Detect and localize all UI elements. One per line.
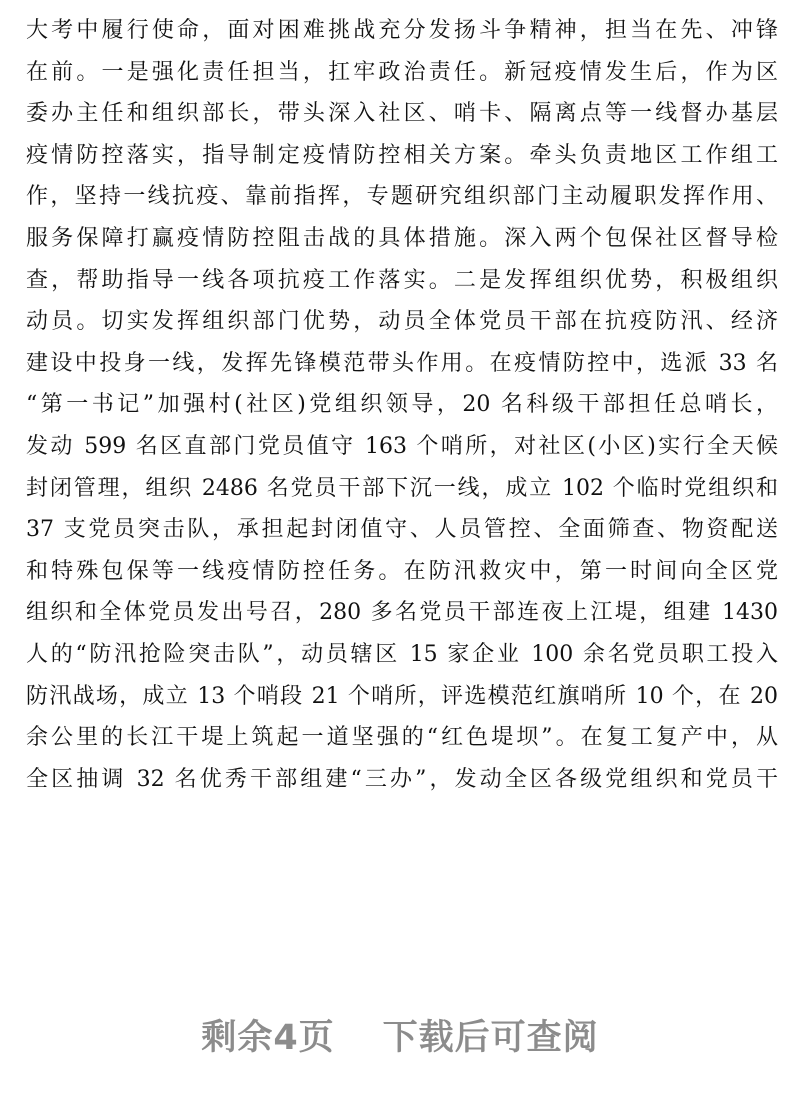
text-line: 人的“防汛抢险突击队”，动员辖区 15 家企业 100 余名党员职工投入 [26, 641, 778, 667]
download-prompt[interactable] [0, 1010, 800, 1060]
body-text [26, 10, 778, 800]
download-hint-label: 下载后可查阅 [382, 1018, 599, 1058]
text-line: 防汛战场，成立 13 个哨段 21 个哨所，评选模范红旗哨所 10 个，在 20 [26, 683, 778, 709]
text-line: 疫情防控落实，指导制定疫情防控相关方案。牵头负责地区工作组工 [26, 142, 778, 168]
text-line: 组织和全体党员发出号召，280 多名党员干部连夜上江堤，组建 1430 [26, 600, 778, 626]
text-line: 和特殊包保等一线疫情防控任务。在防汛救灾中，第一时间向全区党 [26, 558, 778, 584]
text-line: 建设中投身一线，发挥先锋模范带头作用。在疫情防控中，选派 33 名 [26, 350, 778, 376]
text-line: 大考中履行使命，面对困难挑战充分发扬斗争精神，担当在先、冲锋 [26, 18, 778, 43]
text-line: 发动 599 名区直部门党员值守 163 个哨所，对社区(小区)实行全天候 [26, 433, 778, 459]
text-line: 查，帮助指导一线各项抗疫工作落实。二是发挥组织优势，积极组织 [26, 267, 778, 293]
text-line: 全区抽调 32 名优秀干部组建“三办”，发动全区各级党组织和党员干 [26, 766, 778, 792]
text-line: 37 支党员突击队，承担起封闭值守、人员管控、全面筛查、物资配送 [26, 517, 778, 543]
text-line: 封闭管理，组织 2486 名党员干部下沉一线，成立 102 个临时党组织和 [26, 475, 778, 501]
text-line: “第一书记”加强村(社区)党组织领导，20 名科级干部担任总哨长， [26, 392, 778, 418]
text-line: 余公里的长江干堤上筑起一道坚强的“红色堤坝”。在复工复产中，从 [26, 725, 778, 751]
text-line: 动员。切实发挥组织部门优势，动员全体党员干部在抗疫防汛、经济 [26, 309, 778, 335]
text-line: 委办主任和组织部长，带头深入社区、哨卡、隔离点等一线督办基层 [26, 101, 778, 127]
text-line: 在前。一是强化责任担当，扛牢政治责任。新冠疫情发生后，作为区 [26, 59, 778, 85]
text-line: 服务保障打赢疫情防控阻击战的具体措施。深入两个包保社区督导检 [26, 225, 778, 251]
text-line: 作，坚持一线抗疫、靠前指挥，专题研究组织部门主动履职发挥作用、 [26, 184, 778, 210]
remaining-pages-label: 剩余4页 [201, 1018, 335, 1058]
